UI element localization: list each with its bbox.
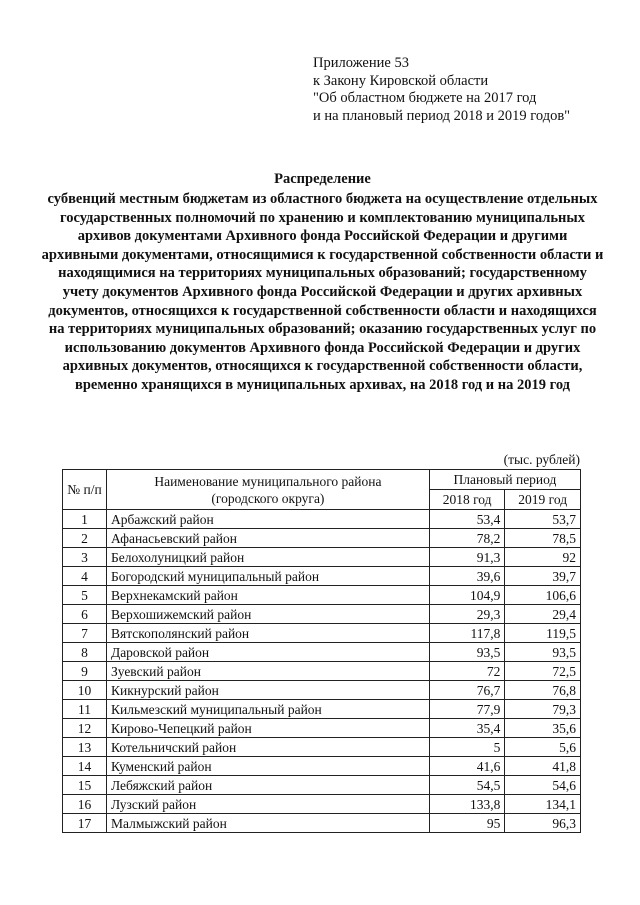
row-number: 14: [63, 757, 107, 776]
table-row: [63, 795, 581, 814]
value-2018: 104,9: [429, 586, 505, 605]
value-2019: 92: [505, 548, 581, 567]
appendix-header: [313, 55, 613, 125]
value-2019: 35,6: [505, 719, 581, 738]
value-2018: 53,4: [429, 510, 505, 529]
value-2018: 72: [429, 662, 505, 681]
row-number: 17: [63, 814, 107, 833]
value-2019: 134,1: [505, 795, 581, 814]
district-name: Лузский район: [106, 795, 429, 814]
value-2018: 5: [429, 738, 505, 757]
header-name: [106, 470, 429, 510]
row-number: 16: [63, 795, 107, 814]
district-name: Малмыжский район: [106, 814, 429, 833]
row-number: 12: [63, 719, 107, 738]
value-2019: 41,8: [505, 757, 581, 776]
row-number: 3: [63, 548, 107, 567]
header-line: и на плановый период 2018 и 2019 годов": [313, 107, 571, 124]
value-2018: 91,3: [429, 548, 505, 567]
header-line: к Закону Кировской области: [313, 72, 489, 89]
table-row: [63, 757, 581, 776]
row-number: 5: [63, 586, 107, 605]
header-name-line1: Наименование муниципального района: [154, 473, 382, 489]
district-name: Вятскополянский район: [106, 624, 429, 643]
table-row: [63, 719, 581, 738]
row-number: 11: [63, 700, 107, 719]
table-row: [63, 662, 581, 681]
value-2018: 54,5: [429, 776, 505, 795]
table-row: [63, 814, 581, 833]
table-row: [63, 605, 581, 624]
row-number: 13: [63, 738, 107, 757]
value-2019: 96,3: [505, 814, 581, 833]
table-row: [63, 586, 581, 605]
district-name: Верхошижемский район: [106, 605, 429, 624]
table-row: [63, 700, 581, 719]
value-2018: 133,8: [429, 795, 505, 814]
district-name: Котельничский район: [106, 738, 429, 757]
district-name: Лебяжский район: [106, 776, 429, 795]
title-body: субвенций местным бюджетам из областного бюджета на осуществление отдельных государственных полномочий по хранению и комплектованию муниципальных архивов документами Архивного фонда Российской Федерации и другими архивными документами, относящимися к государственной собственности области и находящимися на территориях муниципальных образований; государственному учету документов Архивного фонда Российской Федерации и других архивных документов, относящихся к государственной собственности области и находящихся на территориях муниципальных образований; оказанию государственных услуг по использованию документов Архивного фонда Российской Федерации и других архивных документов, относящихся к государственной собственности области, временно хранящихся в муниципальных архивах, на 2018 год и на 2019 год: [41, 191, 604, 393]
value-2019: 72,5: [505, 662, 581, 681]
table-row: [63, 776, 581, 795]
table-row: [63, 567, 581, 586]
value-2019: 78,5: [505, 529, 581, 548]
district-name: Белохолуницкий район: [106, 548, 429, 567]
district-name: Кирово-Чепецкий район: [106, 719, 429, 738]
row-number: 10: [63, 681, 107, 700]
row-number: 2: [63, 529, 107, 548]
row-number: 7: [63, 624, 107, 643]
table-row: [63, 681, 581, 700]
district-name: Арбажский район: [106, 510, 429, 529]
subventions-table: [62, 469, 581, 833]
value-2019: 119,5: [505, 624, 581, 643]
value-2019: 93,5: [505, 643, 581, 662]
header-plan-period: Плановый период: [429, 470, 580, 490]
value-2018: 95: [429, 814, 505, 833]
table-header-row: [63, 470, 581, 490]
table-row: [63, 643, 581, 662]
value-2018: 77,9: [429, 700, 505, 719]
district-name: Даровской район: [106, 643, 429, 662]
value-2018: 78,2: [429, 529, 505, 548]
value-2018: 39,6: [429, 567, 505, 586]
table-row: [63, 624, 581, 643]
row-number: 6: [63, 605, 107, 624]
value-2019: 39,7: [505, 567, 581, 586]
district-name: Кильмезский муниципальный район: [106, 700, 429, 719]
value-2018: 93,5: [429, 643, 505, 662]
district-name: Афанасьевский район: [106, 529, 429, 548]
value-2019: 54,6: [505, 776, 581, 795]
value-2019: 79,3: [505, 700, 581, 719]
district-name: Зуевский район: [106, 662, 429, 681]
row-number: 4: [63, 567, 107, 586]
units-label: (тыс. рублей): [503, 452, 580, 467]
row-number: 15: [63, 776, 107, 795]
value-2018: 41,6: [429, 757, 505, 776]
header-line: Приложение 53: [313, 55, 409, 71]
table-row: [63, 510, 581, 529]
value-2019: 5,6: [505, 738, 581, 757]
table-row: [63, 548, 581, 567]
table-row: [63, 738, 581, 757]
district-name: Кикнурский район: [106, 681, 429, 700]
district-name: Куменский район: [106, 757, 429, 776]
value-2019: 76,8: [505, 681, 581, 700]
value-2018: 35,4: [429, 719, 505, 738]
row-number: 9: [63, 662, 107, 681]
row-number: 1: [63, 510, 107, 529]
value-2019: 53,7: [505, 510, 581, 529]
header-name-line2: (городского округа): [211, 490, 325, 506]
table-row: [63, 529, 581, 548]
value-2018: 76,7: [429, 681, 505, 700]
row-number: 8: [63, 643, 107, 662]
district-name: Верхнекамский район: [106, 586, 429, 605]
header-2019: 2019 год: [505, 490, 581, 510]
table-body: [63, 510, 581, 833]
district-name: Богородский муниципальный район: [106, 567, 429, 586]
value-2018: 117,8: [429, 624, 505, 643]
header-line: "Об областном бюджете на 2017 год: [313, 90, 537, 106]
value-2018: 29,3: [429, 605, 505, 624]
value-2019: 106,6: [505, 586, 581, 605]
header-2018: 2018 год: [429, 490, 505, 510]
document-title: [40, 170, 605, 395]
header-num: № п/п: [63, 470, 107, 510]
value-2019: 29,4: [505, 605, 581, 624]
title-heading: Распределение: [274, 171, 371, 187]
